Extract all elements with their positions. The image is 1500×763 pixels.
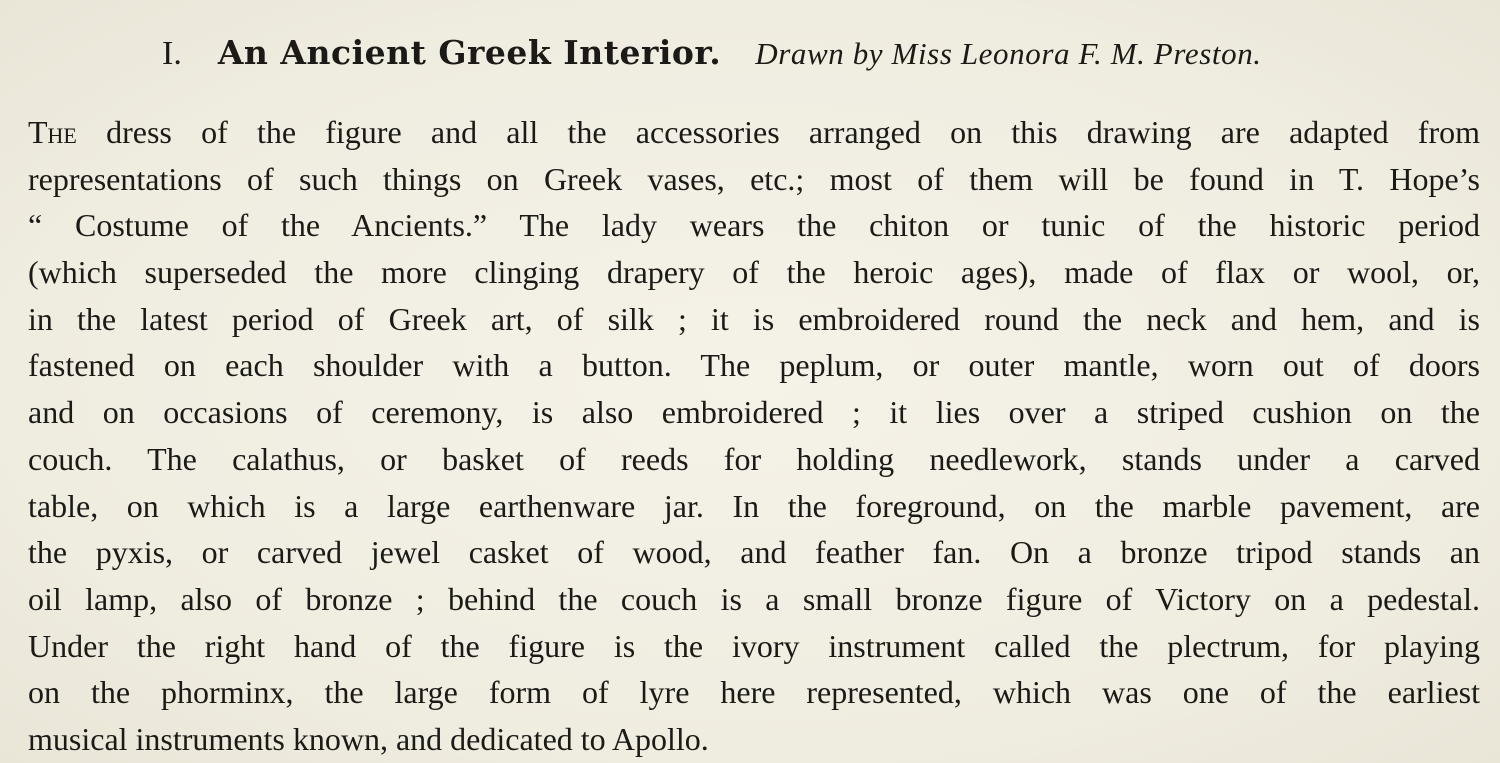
text-line: Under the right hand of the figure is the ivory instrument called the plectrum, for playing <box>28 627 1480 664</box>
text-line: in the latest period of Greek art, of silk ; it is embroidered round the neck and hem, and is <box>28 300 1480 337</box>
section-numeral: I. <box>162 35 182 72</box>
text-line: The dress of the figure and all the accessories arranged on this drawing are adapted from <box>28 114 1480 150</box>
text-line: fastened on each shoulder with a button. The peplum, or outer mantle, worn out of doors <box>28 347 1480 384</box>
text-line: couch. The calathus, or basket of reeds for holding needlework, stands under a carved <box>28 440 1480 477</box>
drop-word: The <box>28 114 77 150</box>
text-line: and on occasions of ceremony, is also embroidered ; it lies over a striped cushion on the <box>28 394 1480 431</box>
text-line: on the phorminx, the large form of lyre here represented, which was one of the earliest <box>28 674 1480 711</box>
text-line: musical instruments known, and dedicated to Apollo. <box>28 720 709 757</box>
text-line: oil lamp, also of bronze ; behind the couch is a small bronze figure of Victory on a pedestal. <box>28 580 1480 617</box>
text-line: (which superseded the more clinging drapery of the heroic ages), made of flax or wool, or, <box>28 254 1480 291</box>
description-paragraph <box>28 109 1480 763</box>
illustrator-credit: Drawn by Miss Leonora F. M. Preston. <box>755 36 1262 71</box>
text-line: representations of such things on Greek vases, etc.; most of them will be found in T. Hope’s <box>28 160 1480 197</box>
section-heading <box>162 30 1262 82</box>
text-line: table, on which is a large earthenware jar. In the foreground, on the marble pavement, are <box>28 487 1480 524</box>
section-title: An Ancient Greek Interior. <box>217 33 722 72</box>
text-line: “ Costume of the Ancients.” The lady wears the chiton or tunic of the historic period <box>28 207 1480 244</box>
text-line: the pyxis, or carved jewel casket of wood, and feather fan. On a bronze tripod stands an <box>28 534 1480 571</box>
